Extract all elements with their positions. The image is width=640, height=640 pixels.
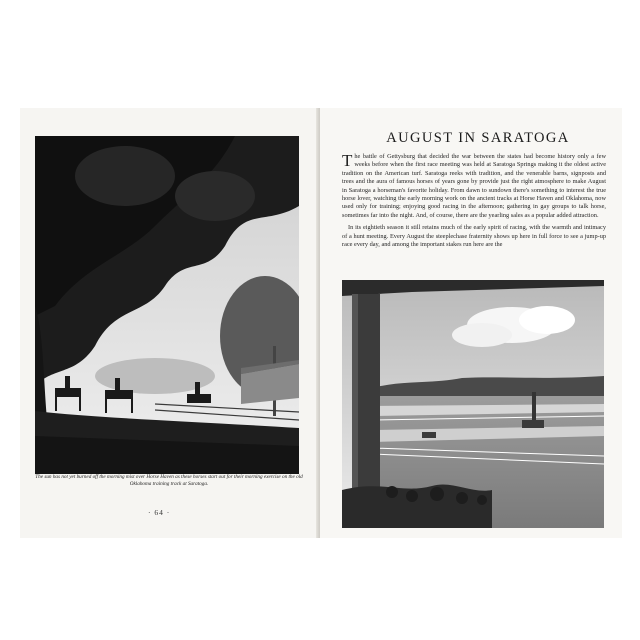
book-spread xyxy=(20,108,622,538)
paragraph-1-text: he battle of Gettysburg that decided the war between the states had become history only a few weeks before when the first race meeting was held at Saratoga Springs making it the oldest active tradition on the American turf. Saratoga reeks with tradition, and the venerable barns, signposts and trees and the aura of famous horses of years gone by provide just the right atmosphere to make August in Saratoga a horseman's favorite holiday. From dawn to sundown there's something to interest the true horse lover, watching the early morning work on the ancient tracks at Horse Haven and Oklahoma, now used only for training; enjoying good racing in the afternoon; gathering in gay groups to talk horse, sometimes far into the night. And, of course, there are the yearling sales as a popular added attraction. xyxy=(342,153,606,219)
photo-caption: The sun has not yet burned off the morning mist over Horse Haven as these horses start out for their morning exercise on the old Oklahoma training track at Saratoga. xyxy=(35,474,303,487)
paragraph-1 xyxy=(342,153,606,220)
morning-mist-photo xyxy=(35,136,299,474)
chapter-title: AUGUST IN SARATOGA xyxy=(386,130,570,146)
right-page xyxy=(320,108,622,538)
page-number: · 64 · xyxy=(148,508,171,517)
body-text xyxy=(342,153,606,253)
racetrack-photo-graphic xyxy=(342,280,604,528)
racetrack-photo xyxy=(342,280,604,528)
paragraph-2: In its eightieth season it still retains much of the early spirit of racing, with the warmth and intimacy of a hunt meeting. Every August the steeplechase fraternity shows up here in full force to see a jump-up race every day, and among the important stakes run here are the xyxy=(342,224,606,249)
left-page xyxy=(20,108,318,538)
horse-haven-photo-graphic xyxy=(35,136,299,474)
drop-cap: T xyxy=(342,151,353,170)
